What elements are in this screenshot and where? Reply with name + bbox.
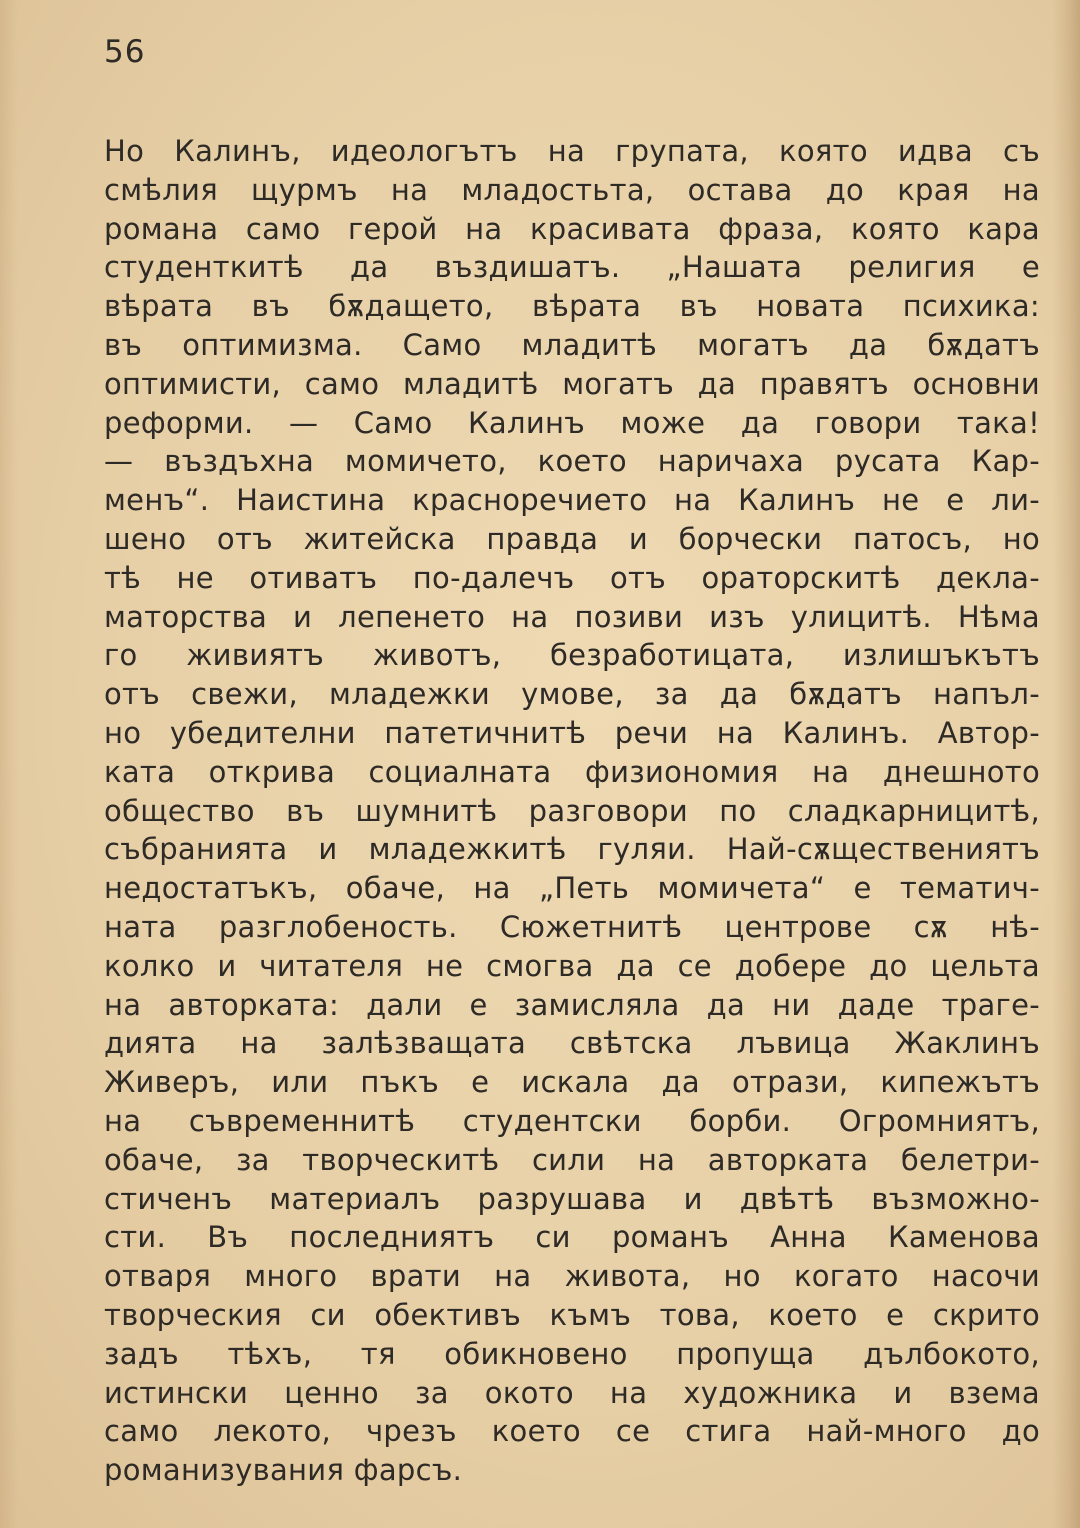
text-line: въ оптимизма. Само младитѣ могатъ да бѫдатъ <box>104 327 1040 362</box>
text-line: стиченъ материалъ разрушава и двѣтѣ възможно- <box>104 1181 1040 1216</box>
text-line: сти. Въ последниятъ си романъ Анна Каменова <box>104 1220 1040 1255</box>
text-line: студенткитѣ да въздишатъ. „Нашата религия е <box>104 250 1040 285</box>
text-line: Живеръ, или пъкъ е искала да отрази, кипежътъ <box>104 1065 1040 1100</box>
page-number: 56 <box>104 34 146 70</box>
text-line: дията на залѣзващата свѣтска лъвица Жаклинъ <box>104 1026 1040 1061</box>
text-line: но убедителни патетичнитѣ речи на Калинъ. Автор- <box>104 715 1040 750</box>
text-line: отваря много врати на живота, но когато насочи <box>104 1259 1040 1294</box>
text-line: истински ценно за окото на художника и взема <box>104 1375 1040 1410</box>
body-paragraph <box>104 132 1040 1490</box>
text-line: ната разглобеность. Сюжетнитѣ центрове сѫ нѣ- <box>104 909 1040 944</box>
text-line: оптимисти, само младитѣ могатъ да правятъ основни <box>104 366 1040 401</box>
text-line: — въздъхна момичето, което наричаха русата Кар- <box>104 444 1040 479</box>
text-line-last: романизувания фарсъ. <box>104 1453 463 1488</box>
text-line: задъ тѣхъ, тя обикновено пропуща дълбокото, <box>104 1336 1040 1371</box>
text-line: ката открива социалната физиономия на днешното <box>104 754 1040 789</box>
page-left-shadow <box>0 0 18 1528</box>
text-line: творческия си обективъ къмъ това, което е скрито <box>104 1297 1040 1332</box>
text-line: Но Калинъ, идеологътъ на групата, която идва съ <box>104 134 1040 168</box>
text-line: на съвременнитѣ студентски борби. Огромниятъ, <box>104 1103 1040 1138</box>
text-line: обаче, за творческитѣ сили на авторката белетри- <box>104 1142 1040 1177</box>
text-line: реформи. — Само Калинъ може да говори така! <box>104 405 1040 440</box>
text-line: менъ“. Наистина красноречието на Калинъ не е ли- <box>104 483 1040 518</box>
text-line: смѣлия щурмъ на младостьта, остава до края на <box>104 172 1040 207</box>
text-line: маторства и лепенето на позиви изъ улицитѣ. Нѣма <box>104 599 1040 634</box>
text-line: отъ свежи, младежки умове, за да бѫдатъ напъл- <box>104 677 1040 712</box>
text-line: само лекото, чрезъ което се стига най-много до <box>104 1414 1040 1449</box>
text-line: го живиятъ животъ, безработицата, излишъкътъ <box>104 638 1040 673</box>
text-line: тѣ не отиватъ по-далечъ отъ ораторскитѣ декла- <box>104 560 1040 595</box>
text-line: недостатъкъ, обаче, на „Петь момичета“ е тематич- <box>104 871 1040 906</box>
text-line: колко и читателя не смогва да се добере до цельта <box>104 948 1040 983</box>
text-line: романа само герой на красивата фраза, която кара <box>104 211 1040 246</box>
text-line: вѣрата въ бѫдащето, вѣрата въ новата психика: <box>104 289 1040 324</box>
text-line: общество въ шумнитѣ разговори по сладкарницитѣ, <box>104 793 1040 828</box>
page-right-shadow <box>1052 0 1080 1528</box>
text-line: на авторката: дали е замисляла да ни даде траге- <box>104 987 1040 1022</box>
text-line: шено отъ житейска правда и борчески патосъ, но <box>104 521 1040 556</box>
text-line: събранията и младежкитѣ гуляи. Най-сѫществениятъ <box>104 832 1040 867</box>
